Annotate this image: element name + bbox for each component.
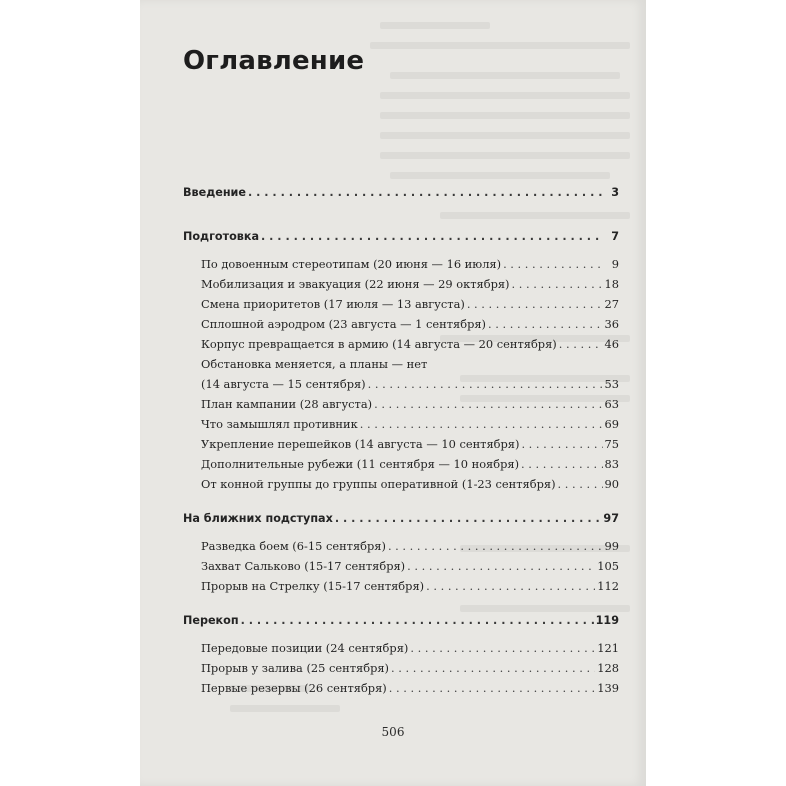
- toc-entry[interactable]: [201, 661, 619, 675]
- dot-leader: [368, 377, 603, 391]
- dot-leader: [261, 230, 603, 244]
- entry-title: Дополнительные рубежи (11 сентября — 10 ноября): [201, 457, 520, 471]
- toc-entry[interactable]: [201, 277, 619, 291]
- dot-leader: [360, 417, 603, 431]
- toc-section-entry[interactable]: [183, 512, 619, 526]
- entry-title: Прорыв у залива (25 сентября): [201, 661, 389, 675]
- dot-leader: [389, 681, 596, 695]
- toc-section-entry[interactable]: [183, 614, 619, 628]
- entry-page: 97: [603, 512, 619, 525]
- entry-page: 99: [604, 539, 619, 553]
- entry-page: 46: [604, 337, 619, 351]
- dot-leader: [391, 661, 595, 675]
- toc-section-entry[interactable]: [183, 230, 619, 244]
- dot-leader: [410, 641, 595, 655]
- entry-page: 121: [597, 641, 619, 655]
- entry-title: Корпус превращается в армию (14 августа — 20 сентября): [201, 337, 557, 351]
- entry-page: 112: [597, 579, 619, 593]
- toc-entry[interactable]: [201, 297, 619, 311]
- toc-title: Оглавление: [183, 46, 365, 76]
- entry-title: План кампании (28 августа): [201, 397, 373, 411]
- dot-leader: [335, 512, 602, 526]
- toc-section-entry[interactable]: [183, 186, 619, 200]
- entry-page: 9: [611, 257, 619, 271]
- entry-title: Мобилизация и эвакуация (22 июня — 29 октября): [201, 277, 510, 291]
- entry-title: Что замышлял противник: [201, 417, 358, 431]
- dot-leader: [374, 397, 602, 411]
- toc-entry[interactable]: [201, 397, 619, 411]
- entry-page: 83: [604, 457, 619, 471]
- dot-leader: [559, 337, 603, 351]
- dot-leader: [488, 317, 603, 331]
- toc-entry[interactable]: [201, 417, 619, 431]
- entry-page: 36: [604, 317, 619, 331]
- toc-entry[interactable]: [201, 357, 619, 371]
- toc-entry[interactable]: [201, 257, 619, 271]
- entry-title: Перекоп: [183, 614, 239, 627]
- entry-page: 119: [595, 614, 619, 627]
- entry-page: 27: [604, 297, 619, 311]
- entry-title: Первые резервы (26 сентября): [201, 681, 387, 695]
- dot-leader: [512, 277, 603, 291]
- entry-page: 139: [597, 681, 619, 695]
- toc-entry[interactable]: [201, 477, 619, 491]
- dot-leader: [388, 539, 603, 553]
- entry-title: Обстановка меняется, а планы — нет: [201, 357, 428, 371]
- entry-page: 75: [604, 437, 619, 451]
- entry-title: Смена приоритетов (17 июля — 13 августа): [201, 297, 465, 311]
- toc-entry[interactable]: [201, 641, 619, 655]
- entry-page: 128: [597, 661, 619, 675]
- entry-title: По довоенным стереотипам (20 июня — 16 июля): [201, 257, 502, 271]
- entry-page: 63: [604, 397, 619, 411]
- dot-leader: [521, 437, 602, 451]
- toc-entry-continuation[interactable]: [201, 377, 619, 391]
- toc-entry[interactable]: [201, 559, 619, 573]
- entry-page: 90: [604, 477, 619, 491]
- entry-title: От конной группы до группы оперативной (1-23 сентября): [201, 477, 556, 491]
- dot-leader: [467, 297, 603, 311]
- page-number: 506: [381, 725, 405, 739]
- entry-title: (14 августа — 15 сентября): [201, 377, 366, 391]
- entry-title: Захват Сальково (15-17 сентября): [201, 559, 406, 573]
- dot-leader: [241, 614, 594, 628]
- entry-title: Разведка боем (6-15 сентября): [201, 539, 386, 553]
- entry-title: На ближних подступах: [183, 512, 333, 525]
- toc-entry[interactable]: [201, 317, 619, 331]
- dot-leader: [407, 559, 595, 573]
- entry-page: 69: [604, 417, 619, 431]
- entry-title: Прорыв на Стрелку (15-17 сентября): [201, 579, 425, 593]
- entry-title: Укрепление перешейков (14 августа — 10 сентября): [201, 437, 520, 451]
- entry-page: 18: [604, 277, 619, 291]
- entry-title: Подготовка: [183, 230, 260, 243]
- dot-leader: [248, 186, 603, 200]
- dot-leader: [503, 257, 603, 271]
- entry-title: Передовые позиции (24 сентября): [201, 641, 409, 655]
- entry-title: Сплошной аэродром (23 августа — 1 сентября): [201, 317, 486, 331]
- dot-leader: [521, 457, 602, 471]
- toc-entry[interactable]: [201, 539, 619, 553]
- toc-entry[interactable]: [201, 457, 619, 471]
- toc-entry[interactable]: [201, 437, 619, 451]
- toc-entry[interactable]: [201, 681, 619, 695]
- entry-page: 53: [604, 377, 619, 391]
- entry-page: 105: [597, 559, 619, 573]
- book-page: [140, 0, 646, 786]
- entry-page: 7: [611, 230, 619, 243]
- toc-entry[interactable]: [201, 337, 619, 351]
- entry-title: Введение: [183, 186, 246, 199]
- entry-page: 3: [611, 186, 619, 199]
- dot-leader: [558, 477, 603, 491]
- dot-leader: [426, 579, 595, 593]
- toc-entry[interactable]: [201, 579, 619, 593]
